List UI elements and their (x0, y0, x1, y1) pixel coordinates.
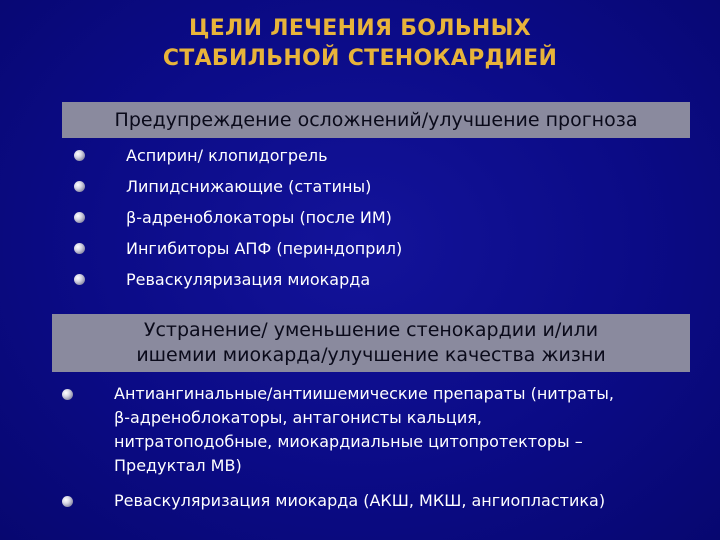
list-item-label: Реваскуляризация миокарда (126, 270, 371, 289)
list-item-label: Аспирин/ клопидогрель (126, 146, 328, 165)
section-header-line-1: Устранение/ уменьшение стенокардии и/или (143, 319, 599, 341)
list-item-label: Ингибиторы АПФ (периндоприл) (126, 239, 403, 258)
prognosis-list (74, 140, 674, 295)
title-line-2: СТАБИЛЬНОЙ СТЕНОКАРДИЕЙ (162, 46, 558, 71)
list-item-label: Реваскуляризация миокарда (АКШ, МКШ, ангиопластика) (114, 491, 606, 510)
section-header-symptoms (52, 314, 690, 372)
bullet-icon (74, 150, 85, 161)
title-line-1: ЦЕЛИ ЛЕЧЕНИЯ БОЛЬНЫХ (189, 16, 531, 41)
list-item-line: Предуктал МВ) (114, 456, 242, 475)
bullet-icon (74, 212, 85, 223)
symptoms-list (62, 382, 702, 513)
list-item-line: β-адреноблокаторы, антагонисты кальция, (114, 408, 482, 427)
list-item-line: нитратоподобные, миокардиальные цитопротекторы – (114, 432, 583, 451)
bullet-icon (74, 181, 85, 192)
section-header-prognosis: Предупреждение осложнений/улучшение прогноза (62, 102, 690, 138)
section-header-line-2: ишемии миокарда/улучшение качества жизни (136, 344, 606, 366)
bullet-icon (62, 496, 73, 507)
list-item (74, 140, 674, 171)
list-item (74, 202, 674, 233)
bullet-icon (62, 389, 73, 400)
list-item-label: Липидснижающие (статины) (126, 177, 372, 196)
list-item (62, 382, 702, 478)
bullet-icon (74, 274, 85, 285)
list-item (62, 489, 702, 513)
slide-title (0, 14, 720, 74)
list-item (74, 171, 674, 202)
list-item-label: β-адреноблокаторы (после ИМ) (126, 208, 392, 227)
bullet-icon (74, 243, 85, 254)
list-item-line: Антиангинальные/антиишемические препараты (нитраты, (114, 384, 615, 403)
list-item (74, 233, 674, 264)
list-item (74, 264, 674, 295)
